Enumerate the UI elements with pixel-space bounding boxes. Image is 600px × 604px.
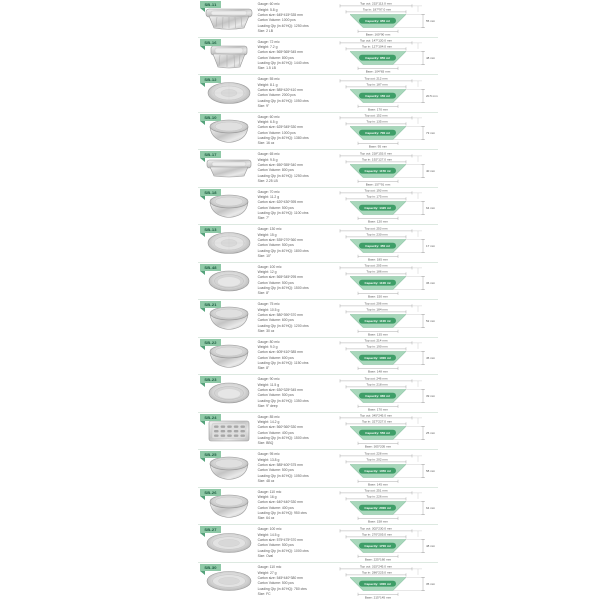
product-row [198,488,438,526]
spec-carton-volume: Carton Volume: 400 pcs [257,430,294,435]
product-row [198,113,438,151]
product-code: SB-22 [204,339,217,345]
top-out-label: Top out: 218*153.0 mm [360,151,392,156]
dimension-diagram [336,338,438,373]
capacity-label: Capacity: 950 ml [365,18,390,23]
spec-weight: Weight: 9.0 g [257,345,278,350]
top-in-label: Top in: 226 mm [366,494,388,499]
base-label: Base: 185 mm [368,257,388,262]
spec-carton-size: Carton size: 545*440*380 mm [257,575,303,580]
spec-size: Size: 1.5 LB [257,66,276,71]
height-label: 64 mm [426,206,436,211]
top-out-label: Top out: 215*113.0 mm [360,1,392,6]
spec-carton-size: Carton size: 650*355*340 mm [257,162,303,167]
spec-loading-qty: Loading Qty (in 40'HQ): 1050 ctns [257,473,309,478]
product-code-badge [200,189,221,196]
spec-carton-size: Carton size: 645*415*335 mm [257,12,303,17]
product-row [198,563,438,601]
dimension-diagram [336,263,438,298]
dimension-diagram-svg [336,301,438,336]
height-label: 20.5 mm [426,93,438,98]
product-code: SB-30 [204,564,217,570]
dimension-diagram-svg [336,188,438,223]
height-label: 58 mm [426,468,436,473]
top-out-label: Top out: 152 mm [364,113,388,118]
dimension-diagram [336,38,438,73]
dimension-diagram-svg [336,376,438,411]
dimension-diagram [336,564,438,599]
capacity-label: Capacity: 1700 ml [364,543,391,548]
spec-size: Size: 2.25 LB [257,178,278,183]
capacity-label: Capacity: 1420 ml [364,206,391,211]
dimension-diagram-svg [336,263,438,298]
height-label: 35 mm [426,581,436,586]
top-in-label: Top in: 187*97.0 mm [362,7,392,12]
dimension-diagram [336,151,438,186]
capacity-label: Capacity: 550 ml [365,431,390,436]
dimension-diagram [336,76,438,111]
dimension-diagram [336,188,438,223]
spec-loading-qty: Loading Qty (in 40'HQ): 1100 ctns [257,211,309,216]
spec-loading-qty: Loading Qty (in 40'HQ): 1500 ctns [257,436,309,441]
dimension-diagram-svg [336,451,438,486]
product-row [198,525,438,563]
spec-weight: Weight: 12 g [257,270,277,275]
spec-size: Size: 7" [257,216,270,221]
spec-carton-size: Carton size: 620*430*395 mm [257,200,303,205]
spec-carton-size: Carton size: 630*325*345 mm [257,387,303,392]
product-row [198,38,438,76]
spec-loading-qty: Loading Qty (in 40'HQ): 1380 ctns [257,136,309,141]
spec-loading-qty: Loading Qty (in 40'HQ): 780 ctns [257,586,307,591]
spec-carton-size: Carton size: 535*270*360 mm [257,237,303,242]
base-label: Base: 95 mm [368,144,388,149]
product-code: SB-26 [204,489,217,495]
spec-loading-qty: Loading Qty (in 40'HQ): 1000 ctns [257,548,309,553]
top-in-label: Top in: 192*127.0 mm [361,157,393,162]
capacity-label: Capacity: 960 ml [365,393,390,398]
spec-gauge: Gauge: 90 mic [257,377,280,382]
spec-weight: Weight: 27 g [257,570,277,575]
product-row [198,0,438,38]
dimension-diagram-svg [336,151,438,186]
height-label: 40 mm [426,168,436,173]
spec-weight: Weight: 7.2 g [257,45,278,50]
height-label: 48 mm [426,56,436,61]
base-label: Base: 225*160 mm [364,557,392,562]
top-in-label: Top in: 186 mm [366,269,388,274]
base-label: Base: 160*90 mm [365,32,391,37]
height-label: 45 mm [426,356,436,361]
base-label: Base: 170 mm [368,107,388,112]
spec-gauge: Gauge: 70 mic [257,189,280,194]
spec-carton-size: Carton size: 575*475*370 mm [257,537,303,542]
spec-carton-size: Carton size: 640*440*330 mm [257,500,303,505]
spec-gauge: Gauge: 65 mic [257,152,280,157]
product-code-badge [200,264,221,271]
product-row [198,300,438,338]
product-specs [256,415,335,447]
spec-size: Size: 16 oz [257,141,275,146]
spec-carton-volume: Carton Volume: 1000 pcs [257,18,296,23]
top-out-label: Top out: 253 mm [364,226,388,231]
top-in-label: Top in: 187 mm [366,82,388,87]
top-in-label: Top in: 127*104.0 mm [361,44,393,49]
dimension-diagram [336,451,438,486]
product-code-badge [200,451,221,458]
product-specs [256,452,335,484]
top-out-label: Top out: 212 mm [364,76,388,81]
dimension-diagram [336,526,438,561]
spec-weight: Weight: 15 g [257,232,277,237]
spec-carton-volume: Carton Volume: 500 pcs [257,468,294,473]
product-code-badge [200,39,221,46]
product-specs [256,115,335,147]
spec-weight: Weight: 14.2 g [257,420,280,425]
product-specs [256,490,335,522]
capacity-label: Capacity: 700 ml [365,131,390,136]
spec-size: Size: FC [257,591,271,596]
top-out-label: Top out: 246 mm [364,376,388,381]
spec-loading-qty: Loading Qty (in 40'HQ): 1800 ctns [257,248,309,253]
product-code: SB-17 [204,152,217,157]
spec-loading-qty: Loading Qty (in 40'HQ): 1200 ctns [257,323,309,328]
product-code-badge [200,489,221,496]
product-code: SB-23 [204,377,217,382]
product-code-badge [200,414,221,421]
spec-weight: Weight: 9.5 g [257,157,278,162]
capacity-label: Capacity: 450 ml [365,243,390,248]
base-label: Base: 157*91 mm [365,182,391,187]
product-code-badge [200,376,221,383]
spec-carton-volume: Carton Volume: 600 pcs [257,355,294,360]
product-specs [256,377,335,409]
product-row [198,75,438,113]
product-row [198,450,438,488]
spec-weight: Weight: 16 g [257,495,277,500]
spec-loading-qty: Loading Qty (in 40'HQ): 1500 ctns [257,286,309,291]
top-in-label: Top in: 218 mm [366,382,388,387]
spec-loading-qty: Loading Qty (in 40'HQ): 1350 ctns [257,398,309,403]
top-out-label: Top out: 345*245.0 mm [360,413,392,418]
product-code: SB-18 [204,189,217,195]
capacity-label: Capacity: 1000 ml [364,356,391,361]
top-in-label: Top in: 175 mm [366,194,388,199]
product-row [198,188,438,226]
spec-carton-volume: Carton Volume: 800 pcs [257,168,294,173]
spec-carton-size: Carton size: 580*390*370 mm [257,312,303,317]
product-rows-container [198,0,438,600]
spec-size: Size: 8" [257,366,270,371]
height-label: 25 mm [426,431,436,436]
top-out-label: Top out: 205 mm [364,263,388,268]
spec-gauge: Gauge: 72 mic [257,39,280,44]
product-specs [256,527,335,559]
spec-carton-size: Carton size: 605*410*385 mm [257,350,303,355]
product-specs [256,565,335,597]
product-code: SB-27 [204,527,217,532]
base-label: Base: 135 mm [368,332,388,337]
capacity-label: Capacity: 150 ml [365,93,390,98]
base-label: Base: 215*145 mm [364,595,392,600]
spec-gauge: Gauge: 100 mic [257,264,282,269]
spec-carton-volume: Carton Volume: 800 pcs [257,55,294,60]
dimension-diagram [336,488,438,523]
spec-weight: Weight: 8.1 g [257,82,278,87]
dimension-diagram-svg [336,226,438,261]
capacity-label: Capacity: 1350 ml [364,468,391,473]
capacity-label: Capacity: 1150 ml [364,168,391,173]
top-out-label: Top out: 214 mm [364,338,388,343]
product-code-badge [200,226,221,233]
product-code-badge [200,1,221,8]
height-label: 48 mm [426,543,436,548]
base-label: Base: 158 mm [368,519,388,524]
height-label: 64 mm [426,506,436,511]
spec-gauge: Gauge: 130 mic [257,227,282,232]
base-label: Base: 148 mm [368,369,388,374]
spec-carton-volume: Carton Volume: 500 pcs [257,581,294,586]
dimension-diagram-svg [336,76,438,111]
dimension-diagram-svg [336,1,438,36]
top-out-label: Top out: 302*230.0 mm [360,526,392,531]
dimension-diagram [336,1,438,36]
spec-size: Size: 8" [257,291,270,296]
product-catalog-list [198,0,438,600]
spec-carton-size: Carton size: 585*420*410 mm [257,87,303,92]
base-label: Base: 305*205 mm [364,444,392,449]
spec-gauge: Gauge: 85 mic [257,414,280,419]
product-code: SB-24 [204,414,217,420]
height-label: 73 mm [426,131,436,136]
spec-carton-size: Carton size: 560*360*330 mm [257,425,303,430]
product-code: SB-13 [204,227,217,232]
product-specs [256,152,335,184]
spec-size: Size: 2 LB [257,28,274,33]
top-out-label: Top out: 228 mm [364,451,388,456]
product-code-badge [200,76,221,83]
spec-gauge: Gauge: 60 mic [257,2,280,7]
spec-loading-qty: Loading Qty (in 40'HQ): 1250 ctns [257,173,309,178]
capacity-label: Capacity: 850 ml [365,56,390,61]
dimension-diagram-svg [336,38,438,73]
spec-size: Size: 30 oz [257,328,275,333]
spec-carton-size: Carton size: 565*365*345 mm [257,50,303,55]
top-in-label: Top in: 270*205.0 mm [361,532,393,537]
dimension-diagram-svg [336,526,438,561]
spec-carton-volume: Carton Volume: 500 pcs [257,280,294,285]
product-row [198,225,438,263]
top-in-label: Top in: 202 mm [366,457,388,462]
dimension-diagram-svg [336,564,438,599]
product-specs [256,77,335,109]
spec-size: Size: Oval [257,553,274,558]
dimension-diagram [336,113,438,148]
top-in-label: Top in: 184 mm [366,307,388,312]
spec-weight: Weight: 11.5 g [257,382,280,387]
top-out-label: Top out: 147*120.0 mm [360,38,392,43]
dimension-diagram-svg [336,338,438,373]
top-out-label: Top out: 251 mm [364,488,388,493]
spec-weight: Weight: 11.2 g [257,195,280,200]
spec-size: Size: 9" deep [257,403,278,408]
base-label: Base: 170 mm [368,407,388,412]
product-row [198,263,438,301]
spec-gauge: Gauge: 60 mic [257,114,280,119]
spec-weight: Weight: 6.5 g [257,120,278,125]
top-out-label: Top out: 193 mm [364,188,388,193]
height-label: 17 mm [426,243,436,248]
base-label: Base: 104*83 mm [365,69,391,74]
product-code: SB-12 [204,77,217,82]
spec-carton-size: Carton size: 565*345*295 mm [257,275,303,280]
spec-weight: Weight: 10.5 g [257,307,280,312]
dimension-diagram [336,301,438,336]
spec-loading-qty: Loading Qty (in 40'HQ): 950 ctns [257,511,307,516]
spec-carton-volume: Carton Volume: 500 pcs [257,543,294,548]
spec-gauge: Gauge: 110 mic [257,489,282,494]
top-out-label: Top out: 315*245.0 mm [360,564,392,569]
spec-carton-volume: Carton Volume: 400 pcs [257,505,294,510]
dimension-diagram-svg [336,413,438,448]
height-label: 36 mm [426,281,436,286]
top-in-label: Top in: 230 mm [366,232,388,237]
spec-size: Size: 48 oz [257,478,275,483]
height-label: 55 mm [426,18,436,23]
spec-loading-qty: Loading Qty (in 40'HQ): 1440 ctns [257,61,309,66]
dimension-diagram-svg [336,488,438,523]
dimension-diagram [336,226,438,261]
base-label: Base: 120 mm [368,219,388,224]
product-row [198,375,438,413]
spec-carton-volume: Carton Volume: 500 pcs [257,243,294,248]
spec-size: Size: 10" [257,253,272,258]
dimension-diagram [336,376,438,411]
base-label: Base: 145 mm [368,482,388,487]
capacity-label: Capacity: 2000 ml [364,506,391,511]
product-row [198,150,438,188]
height-label: 52 mm [426,318,436,323]
top-in-label: Top in: 190 mm [366,344,388,349]
product-specs [256,190,335,222]
product-code-badge [200,301,221,308]
spec-carton-volume: Carton Volume: 500 pcs [257,393,294,398]
product-code-badge [200,526,221,533]
product-code: SB-21 [204,302,217,307]
spec-size: Size: 64 oz [257,516,275,521]
spec-loading-qty: Loading Qty (in 40'HQ): 1250 ctns [257,23,309,28]
product-specs [256,227,335,259]
base-label: Base: 150 mm [368,294,388,299]
spec-weight: Weight: 5.8 g [257,7,278,12]
spec-gauge: Gauge: 110 mic [257,565,282,570]
product-specs [256,40,335,72]
top-in-label: Top in: 135 mm [366,119,388,124]
product-code-badge [200,151,221,158]
spec-gauge: Gauge: 80 mic [257,339,280,344]
spec-gauge: Gauge: 100 mic [257,527,282,532]
product-code: SB-25 [204,452,217,457]
spec-carton-volume: Carton Volume: 600 pcs [257,318,294,323]
product-code-badge [200,564,221,571]
product-code-badge [200,114,221,121]
product-specs [256,302,335,334]
product-code-badge [200,339,221,346]
capacity-label: Capacity: 1000 ml [364,581,391,586]
spec-carton-volume: Carton Volume: 500 pcs [257,205,294,210]
top-in-label: Top in: 327*227.0 mm [361,419,393,424]
spec-size: Size: BBQ [257,441,274,446]
spec-carton-size: Carton size: 585*400*375 mm [257,462,303,467]
spec-carton-volume: Carton Volume: 1000 pcs [257,130,296,135]
spec-size: Size: 9" [257,103,270,108]
spec-gauge: Gauge: 55 mic [257,77,280,82]
dimension-diagram-svg [336,113,438,148]
product-code: SB-10 [204,114,217,120]
product-specs [256,265,335,297]
spec-loading-qty: Loading Qty (in 40'HQ): 1050 ctns [257,98,309,103]
product-specs [256,340,335,372]
top-in-label: Top in: 286*225.0 mm [361,570,393,575]
top-out-label: Top out: 206 mm [364,301,388,306]
capacity-label: Capacity: 1100 ml [364,318,391,323]
spec-carton-size: Carton size: 625*345*330 mm [257,125,303,130]
product-row [198,413,438,451]
dimension-diagram [336,413,438,448]
product-specs [256,2,335,34]
product-row [198,338,438,376]
product-code: SB-48 [204,264,217,270]
capacity-label: Capacity: 1100 ml [364,281,391,286]
spec-weight: Weight: 14.5 g [257,532,280,537]
spec-carton-volume: Carton Volume: 2000 pcs [257,93,296,98]
spec-loading-qty: Loading Qty (in 40'HQ): 1150 ctns [257,361,309,366]
product-code: SB-16 [204,39,217,45]
product-code: SB-11 [204,2,217,7]
spec-gauge: Gauge: 75 mic [257,302,280,307]
spec-weight: Weight: 13.8 g [257,457,280,462]
height-label: 39 mm [426,393,436,398]
spec-gauge: Gauge: 95 mic [257,452,280,457]
